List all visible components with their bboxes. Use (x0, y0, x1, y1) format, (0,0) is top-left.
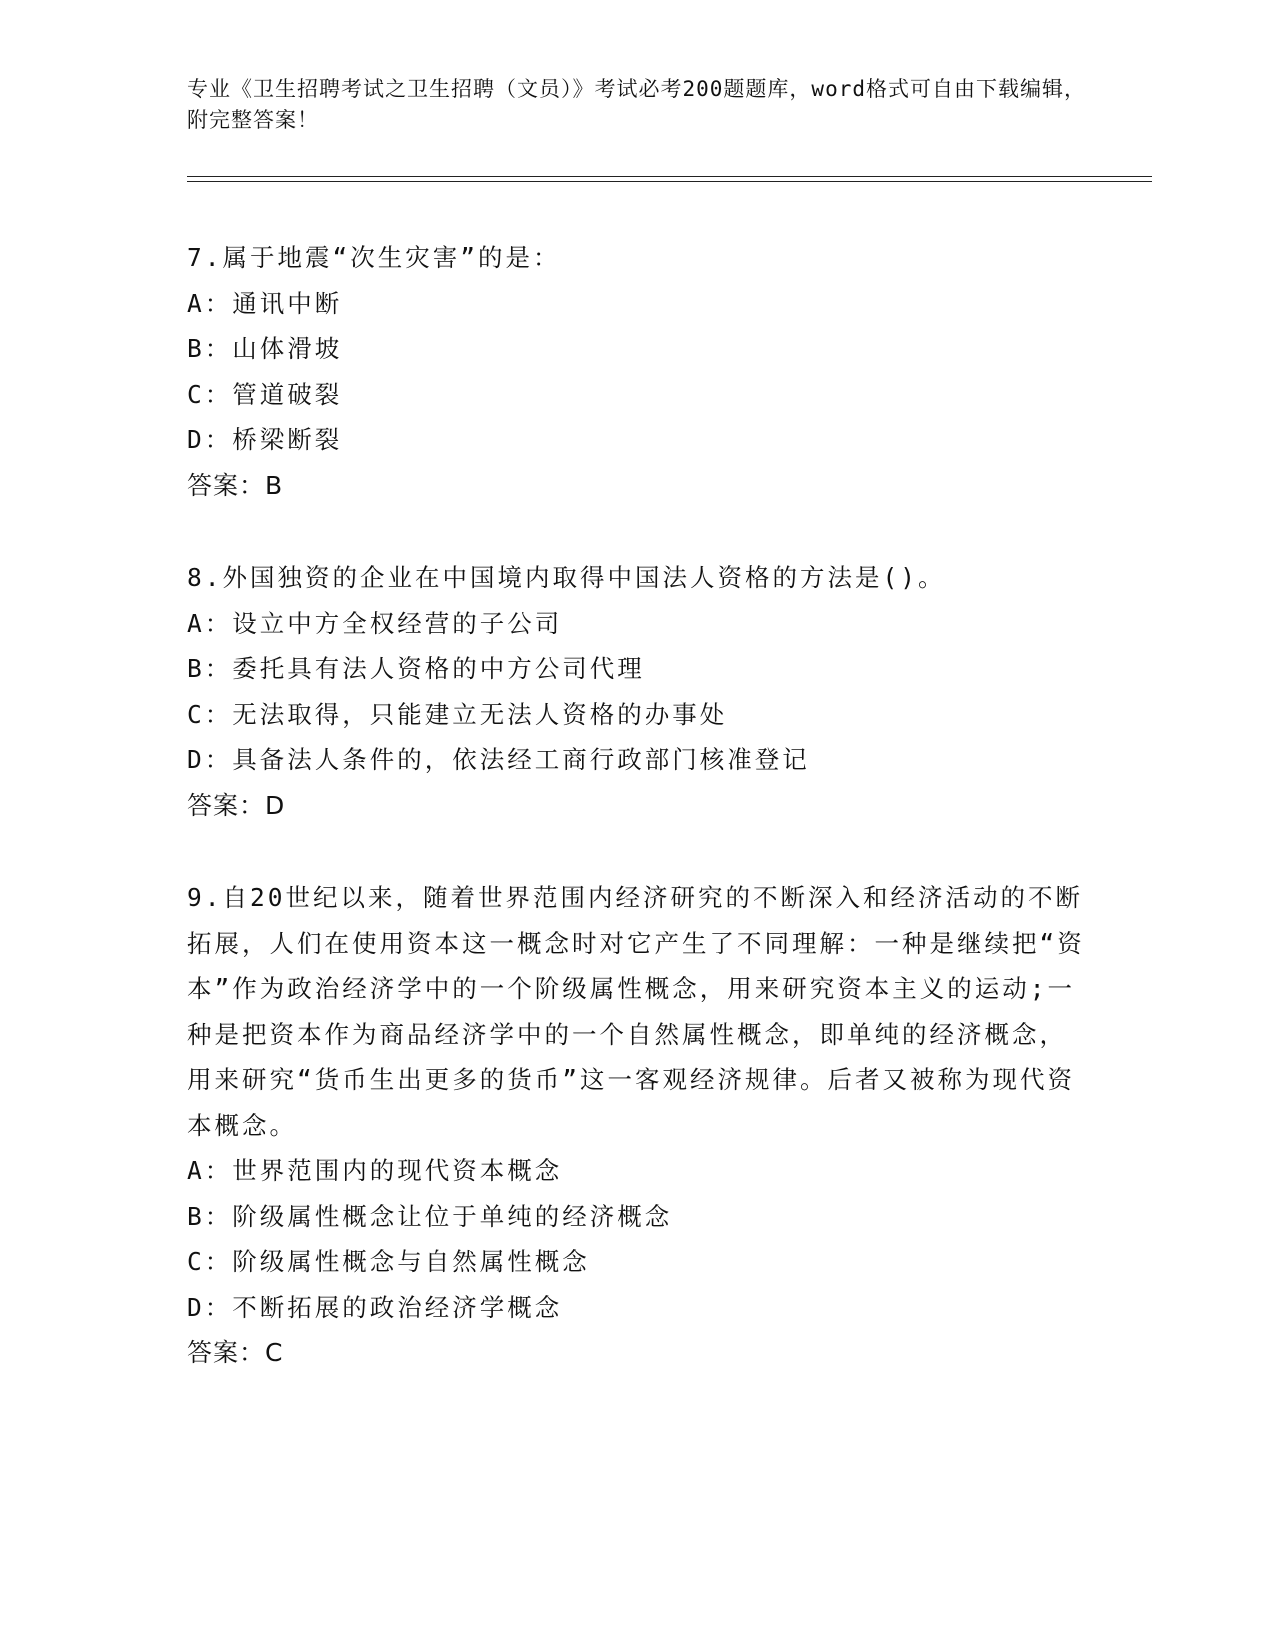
question-stem: 7.属于地震“次生灾害”的是： (187, 243, 561, 272)
option-b: B：阶级属性概念让位于单纯的经济概念 (187, 1201, 673, 1231)
question-7 (187, 235, 1087, 508)
option-a: A：设立中方全权经营的子公司 (187, 608, 563, 638)
option-d: D：不断拓展的政治经济学概念 (187, 1292, 563, 1322)
answer: 答案：C (187, 1338, 284, 1367)
option-d: D：桥梁断裂 (187, 425, 343, 454)
option-b: B：山体滑坡 (187, 334, 343, 363)
document-header: 专业《卫生招聘考试之卫生招聘（文员）》考试必考200题题库，word格式可自由下载编辑，附完整答案！ (187, 77, 1086, 132)
option-b: B：委托具有法人资格的中方公司代理 (187, 654, 645, 683)
question-8 (187, 555, 1087, 828)
answer: 答案：D (187, 790, 286, 820)
option-a: A：通讯中断 (187, 288, 343, 318)
question-stem: 8.外国独资的企业在中国境内取得中国法人资格的方法是()。 (187, 563, 946, 592)
question-9 (187, 875, 1087, 1376)
answer: 答案：B (187, 470, 284, 500)
option-d: D：具备法人条件的，依法经工商行政部门核准登记 (187, 745, 810, 774)
question-stem: 9.自20世纪以来，随着世界范围内经济研究的不断深入和经济活动的不断拓展，人们在使用资本这一概念时对它产生了不同理解：一种是继续把“资本”作为政治经济学中的一个阶级属性概念，用来研究资本主义的运动;一种是把资本作为商品经济学中的一个自然属性概念，即单纯的经济概念，用来研究“货币生出更多的货币”这一客观经济规律。后者又被称为现代资本概念。 (187, 883, 1085, 1140)
option-c: C：无法取得，只能建立无法人资格的办事处 (187, 699, 728, 729)
header-divider-top (187, 176, 1152, 177)
option-c: C：阶级属性概念与自然属性概念 (187, 1247, 590, 1276)
option-a: A：世界范围内的现代资本概念 (187, 1156, 563, 1185)
option-c: C：管道破裂 (187, 379, 343, 409)
header-divider-bottom (187, 181, 1152, 182)
